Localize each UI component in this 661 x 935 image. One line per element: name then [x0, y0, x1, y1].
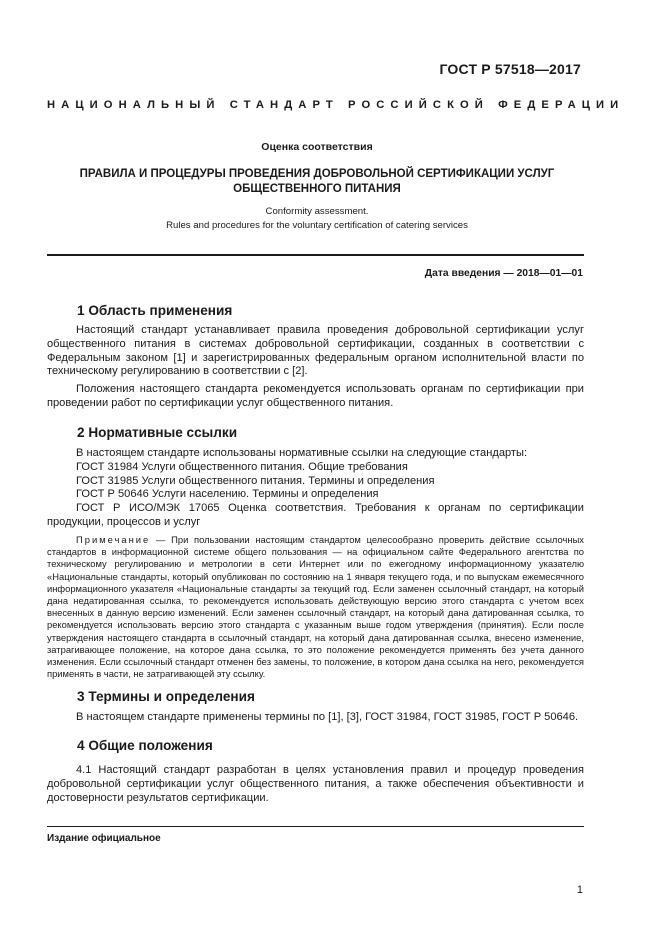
standard-code: ГОСТ Р 57518—2017	[439, 61, 581, 77]
header-divider	[47, 254, 584, 256]
note-label: Примечание	[76, 534, 151, 545]
publication-mark: Издание официальное	[47, 833, 161, 844]
document-subtitle: Оценка соответствия	[261, 141, 373, 153]
reference-item: ГОСТ Р 50646 Услуги населению. Термины и определения	[76, 488, 379, 501]
english-title-line-2: Rules and procedures for the voluntary certification of catering services	[166, 219, 468, 231]
section-1-paragraph-2: Положения настоящего стандарта рекомендуется использовать органам по сертификации при проведении работ по сертификации услуг общественного питания.	[47, 383, 584, 409]
section-4-paragraph-1: 4.1 Настоящий стандарт разработан в целях установления правил и процедур проведения добровольной сертификации услуг общественного питания, а также обеспечения объективности и достоверности результатов сертификации.	[47, 764, 584, 804]
english-title	[47, 205, 587, 232]
page-number: 1	[576, 884, 583, 896]
section-2-heading: 2 Нормативные ссылки	[77, 425, 238, 440]
title-line-1: ПРАВИЛА И ПРОЦЕДУРЫ ПРОВЕДЕНИЯ ДОБРОВОЛЬНОЙ СЕРТИФИКАЦИИ УСЛУГ	[79, 168, 555, 180]
section-4-heading: 4 Общие положения	[77, 738, 213, 753]
reference-item: ГОСТ 31984 Услуги общественного питания. Общие требования	[76, 461, 408, 473]
section-1-heading: 1 Область применения	[77, 303, 233, 318]
title-line-2: ОБЩЕСТВЕННОГО ПИТАНИЯ	[233, 183, 401, 195]
section-3-paragraph-1: В настоящем стандарте применены термины по [1], [3], ГОСТ 31984, ГОСТ 31985, ГОСТ Р 50646.	[76, 711, 579, 723]
national-standard-banner: НАЦИОНАЛЬНЫЙ СТАНДАРТ РОССИЙСКОЙ ФЕДЕРАЦИИ	[47, 99, 625, 111]
footer-divider	[47, 826, 584, 827]
section-3-heading: 3 Термины и определения	[77, 689, 255, 704]
section-1-paragraph-1: Настоящий стандарт устанавливает правила проведения добровольной сертификации услуг общественного питания в системах добровольной сертификации, созданных в соответствии с Федеральным законом [1] и зарегистрированных федеральным органом исполнительной власти по техническому регулированию в соответствии с [2].	[47, 324, 584, 378]
reference-item: ГОСТ Р ИСО/МЭК 17065 Оценка соответствия. Требования к органам по сертификации продукции, процессов и услуг	[47, 502, 584, 528]
normative-references-list	[76, 461, 584, 502]
reference-item: ГОСТ 31985 Услуги общественного питания. Термины и определения	[76, 474, 435, 487]
note-paragraph	[47, 534, 584, 680]
note-text: — При пользовании настоящим стандартом целесообразно проверить действие ссылочных стандартов в информационной системе общего пользования — на официальном сайте Федерального агентства по техническому регулированию и метрологии в сети Интернет или по ежегодному информационному указателю «Национальные стандарты, который опубликован по состоянию на 1 января текущего года, и по выпускам ежемесячного информационного указателя «Национальные стандарты за текущий год. Если заменен ссылочный стандарт, на который дана недатированная ссылка, то рекомендуется использовать действующую версию этого стандарта с учетом всех внесенных в данную версию изменений. Если заменен ссылочный стандарт, на который дана датированная ссылка, то рекомендуется использовать версию этого стандарта с указанным выше годом утверждения (принятия). Если после утверждения настоящего стандарта в ссылочный стандарт, на который дана датированная ссылка, внесено изменение, затрагивающее положение, на которое дана ссылка, то это положение рекомендуется применять без учета данного изменения. Если ссылочный стандарт отменен без замены, то положение, в котором дана ссылка на него, рекомендуется применять в части, не затрагивающей эту ссылку.	[47, 534, 584, 680]
introduction-date: Дата введения — 2018—01—01	[424, 268, 583, 279]
section-2-intro: В настоящем стандарте использованы нормативные ссылки на следующие стандарты:	[76, 447, 528, 459]
document-title	[47, 167, 587, 197]
english-title-line-1: Conformity assessment.	[265, 206, 369, 217]
